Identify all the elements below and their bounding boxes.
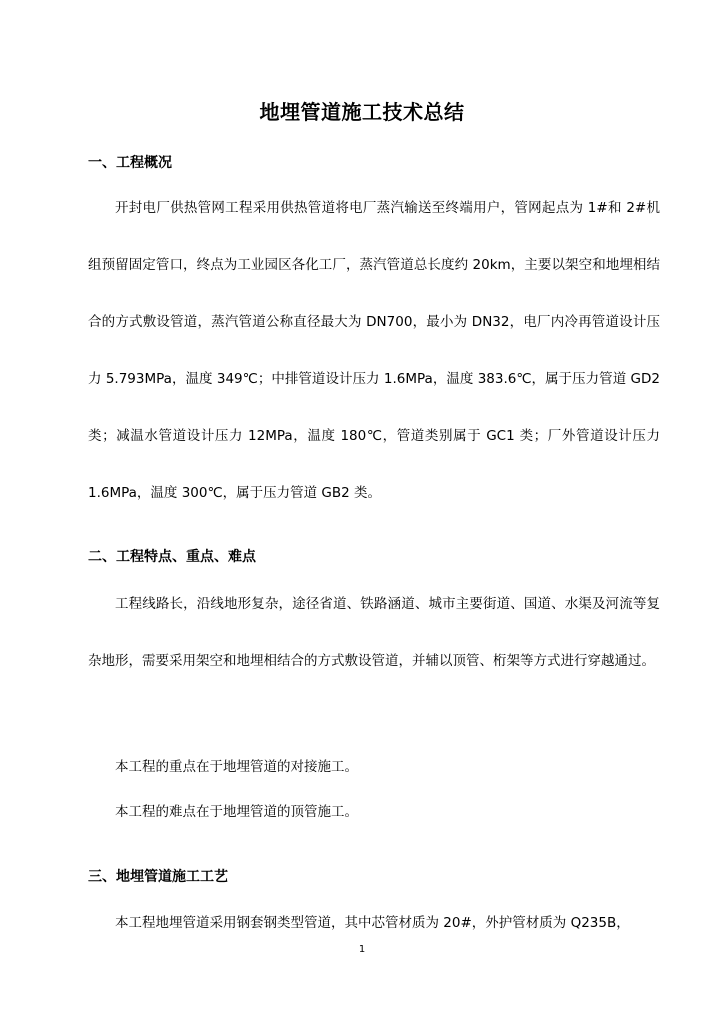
section-2-paragraph-2: 本工程的重点在于地埋管道的对接施工。: [115, 759, 358, 775]
section-2-paragraph-1: 工程线路长，沿线地形复杂，途径省道、铁路涵道、城市主要街道、国道、水渠及河流等复杂地形，需要采用架空和地埋相结合的方式敷设管道，并辅以顶管、桁架等方式进行穿越通过。: [88, 596, 660, 669]
page-number: 1: [358, 944, 366, 955]
section-1-paragraph-1: 开封电厂供热管网工程采用供热管道将电厂蒸汽输送至终端用户，管网起点为 1#和 2#机组预留固定管口，终点为工业园区各化工厂，蒸汽管道总长度约 20km，主要以架空和地埋相结合的方式敷设管道，蒸汽管道公称直径最大为 DN700，最小为 DN32，电厂内冷再管道设计压力 5.793MPa，温度 349℃；中排管道设计压力 1.6MPa，温度 383.6℃，属于压力管道 GD2 类；减温水管道设计压力 12MPa，温度 180℃，管道类别属于 GC1 类；厂外管道设计压力 1.6MPa，温度 300℃，属于压力管道 GB2 类。: [88, 200, 660, 501]
section-3-paragraph-1: 本工程地埋管道采用钢套钢类型管道，其中芯管材质为 20#，外护管材质为 Q235B，: [115, 915, 630, 931]
section-2-paragraph-3: 本工程的难点在于地埋管道的顶管施工。: [115, 804, 358, 820]
section-heading-3: 三、地埋管道施工工艺: [88, 869, 228, 885]
section-heading-1: 一、工程概况: [88, 155, 172, 171]
section-heading-2: 二、工程特点、重点、难点: [88, 549, 256, 565]
document-title: 地埋管道施工技术总结: [259, 100, 465, 124]
